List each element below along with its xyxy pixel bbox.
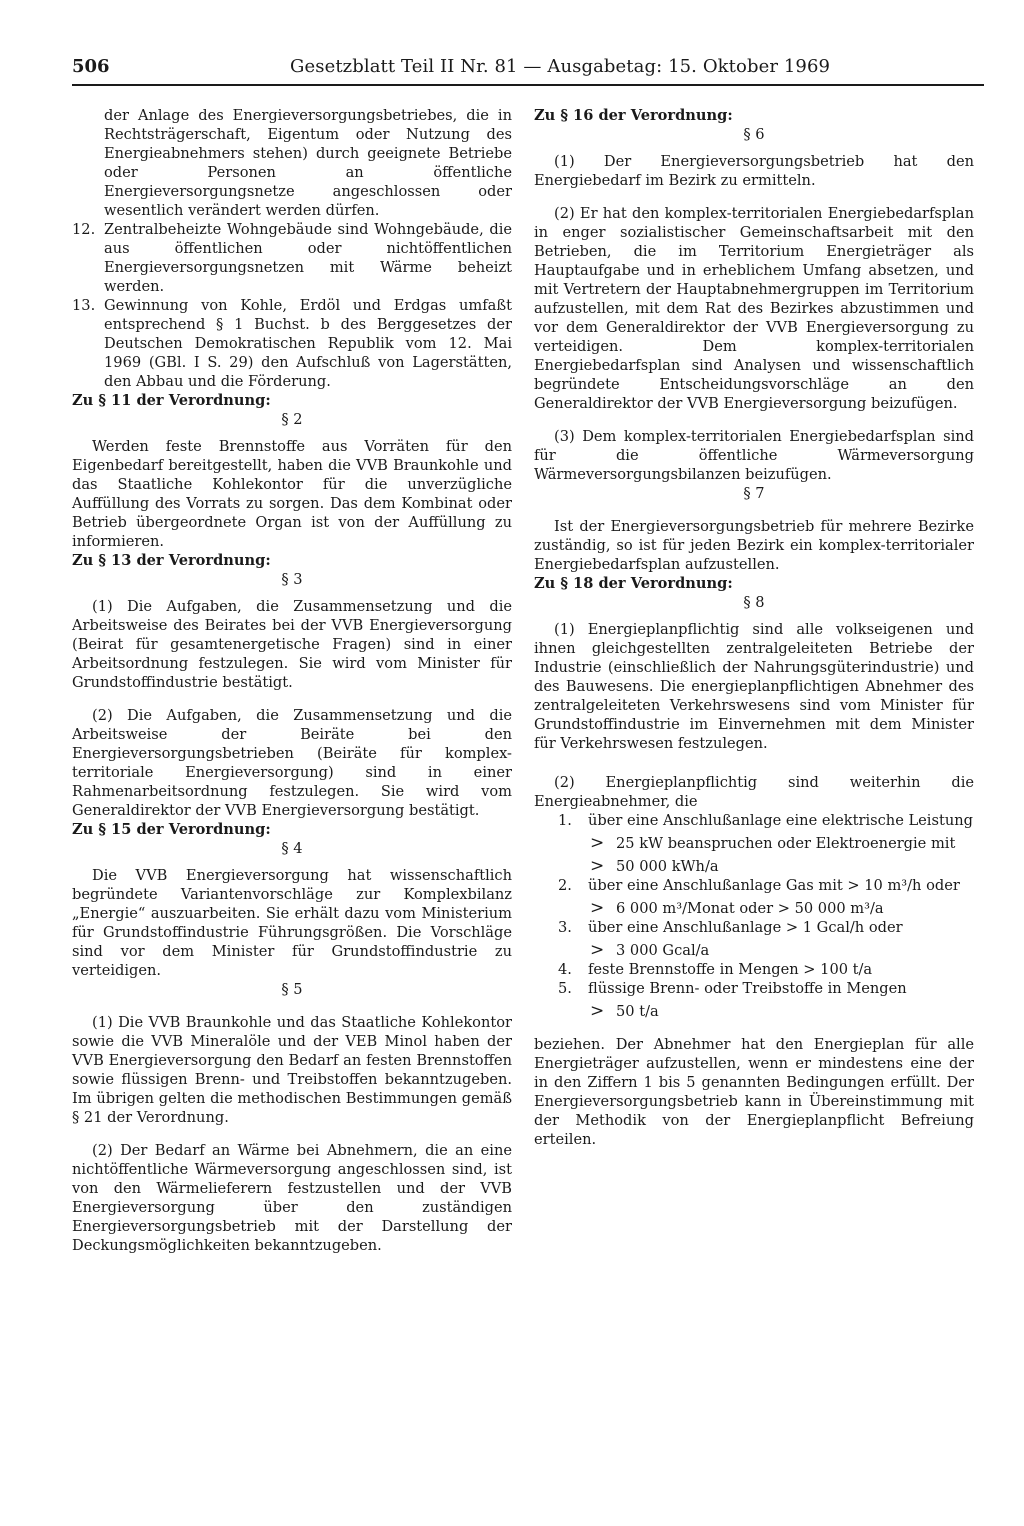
section-heading-16: Zu § 16 der Verordnung: [534,107,733,124]
continued-text: der Anlage des Energieversorgungsbetriebes, die in Rechtsträgerschaft, Eigentum oder Nutzung des Energieabnehmers stehen) durch geeignete Betriebe oder Personen an öffentliche Energieversorgungsnetze angeschlossen oder wesentlich verändert werden dürfen. [104,107,512,219]
condition-text: feste Brennstoffe in Mengen > 100 t/a [588,961,873,978]
condition-threshold [534,857,974,876]
paragraph-8-sub-2: (2) Energieplanpflichtig sind weiterhin die Energieabnehmer, die [534,774,974,810]
definition-item-13 [72,296,512,391]
threshold-text: 50 t/a [616,1003,659,1020]
greater-than-sign: > [590,1001,605,1021]
page-header [72,56,984,86]
condition-threshold [534,899,974,918]
page-number: 506 [72,56,110,77]
paragraph-2-text: Werden feste Brennstoffe aus Vorräten für den Eigenbedarf bereitgestellt, haben die VVB Braunkohle und das Staatliche Kohlekontor für die unverzügliche Auffüllung des Vorrats zu sorgen. Das dem Kombinat oder Betrieb übergeordnete Organ ist von der Auffüllung zu informieren. [72,438,512,550]
greater-than-sign: > [590,940,605,960]
paragraph-7-text: Ist der Energieversorgungsbetrieb für mehrere Bezirke zuständig, so ist für jeden Bezirk ein komplex-territorialer Energiebedarfsplan aufzustellen. [534,518,974,573]
paragraph-6-sub-2: (2) Er hat den komplex-territorialen Energiebedarfsplan in enger sozialistischer Gemeinschaftsarbeit mit den Betrieben, die im Territorium Energieträger als Hauptaufgabe und in erheblichem Umfang absetzen, und mit Vertretern der Hauptabnehmergruppen im Territorium aufzustellen, mit dem Rat des Bezirkes abzustimmen und vor dem Generaldirektor der VVB Energieversorgung zu verteidigen. Dem komplex-territorialen Energiebedarfsplan sind Analysen und wissenschaftlich begründete Entscheidungsvorschläge an den Generaldirektor der VVB Energieversorgung beizufügen. [534,205,974,412]
greater-than-sign: > [590,898,605,918]
section-heading-18: Zu § 18 der Verordnung: [534,575,733,592]
paragraph-8-sub-1: (1) Energieplanpflichtig sind alle volkseigenen und ihnen gleichgestellten zentralgeleiteten Betriebe der Industrie (einschließlich der Nahrungsgüterindustrie) und des Bauwesens. Die energieplanpflichtigen Abnehmer des zentralgeleiteten Verkehrswesens sind vom Minister für Grundstoffindustrie im Einvernehmen mit dem Minister für Verkehrswesen festzulegen. [534,621,974,752]
gazette-title: Gesetzblatt Teil II Nr. 81 — Ausgabetag: 15. Oktober 1969 [290,56,831,77]
condition-item-4 [534,960,974,979]
paragraph-6-sub-1: (1) Der Energieversorgungsbetrieb hat den Energiebedarf im Bezirk zu ermitteln. [534,153,974,189]
item-number: 12. [72,221,96,238]
paragraph-sign-4: § 4 [281,840,303,857]
condition-number: 2. [558,877,572,894]
condition-number: 1. [558,812,572,829]
section-heading-15: Zu § 15 der Verordnung: [72,821,271,838]
threshold-text: 6 000 m³/Monat oder > 50 000 m³/a [616,900,884,917]
condition-item-1 [534,811,974,830]
threshold-text: 3 000 Gcal/a [616,942,710,959]
right-column [534,106,974,1149]
item-number: 13. [72,297,96,314]
threshold-text: 50 000 kWh/a [616,858,719,875]
condition-text: über eine Anschlußanlage eine elektrische Leistung [588,812,973,829]
condition-text: flüssige Brenn- oder Treibstoffe in Mengen [588,980,907,997]
condition-text: über eine Anschlußanlage Gas mit > 10 m³/h oder [588,877,960,894]
paragraph-4-text: Die VVB Energieversorgung hat wissenschaftlich begründete Variantenvorschläge zur Komplexbilanz „Energie“ auszuarbeiten. Sie erhält dazu vom Ministerium für Grundstoffindustrie Führungsgrößen. Die Vorschläge sind vor dem Minister für Grundstoffindustrie zu verteidigen. [72,867,512,979]
paragraph-sign-5: § 5 [281,981,303,998]
paragraph-sign-6: § 6 [743,126,765,143]
condition-item-3 [534,918,974,937]
paragraph-6-sub-3: (3) Dem komplex-territorialen Energiebedarfsplan sind für die öffentliche Wärmeversorgung Wärmeversorgungsbilanzen beizufügen. [534,428,974,483]
condition-threshold [534,834,974,853]
condition-threshold [534,941,974,960]
condition-item-2 [534,876,974,895]
item-text: Zentralbeheizte Wohngebäude sind Wohngebäude, die aus öffentlichen oder nichtöffentlichen Energieversorgungsnetzen mit Wärme beheizt werden. [104,221,512,295]
paragraph-sign-8: § 8 [743,594,765,611]
greater-than-sign: > [590,856,605,876]
section-heading-13: Zu § 13 der Verordnung: [72,552,271,569]
paragraph-5-sub-1: (1) Die VVB Braunkohle und das Staatliche Kohlekontor sowie die VVB Mineralöle und der VEB Minol haben der VVB Energieversorgung den Bedarf an festen Brennstoffen sowie flüssigen Brenn- und Treibstoffen bekanntzugeben. Im übrigen gelten die methodischen Bestimmungen gemäß § 21 der Verordnung. [72,1014,512,1126]
item-text: Gewinnung von Kohle, Erdöl und Erdgas umfaßt entsprechend § 1 Buchst. b des Berggesetzes der Deutschen Demokratischen Republik vom 12. Mai 1969 (GBl. I S. 29) den Aufschluß von Lagerstätten, den Abbau und die Förderung. [104,297,512,390]
definition-item-12 [72,220,512,296]
paragraph-sign-3: § 3 [281,571,303,588]
closing-text: beziehen. Der Abnehmer hat den Energieplan für alle Energieträger aufzustellen, wenn er mindestens eine der in den Ziffern 1 bis 5 genannten Bedingungen erfüllt. Der Energieversorgungsbetrieb kann in Übereinstimmung mit der Methodik von der Energieplanpflicht Befreiung erteilen. [534,1036,974,1148]
paragraph-3-sub-2: (2) Die Aufgaben, die Zusammensetzung und die Arbeitsweise der Beiräte bei den Energieversorgungsbetrieben (Beiräte für komplex-territoriale Energieversorgung) sind in einer Rahmenarbeitsordnung festzulegen. Sie wird vom Generaldirektor der VVB Energieversorgung bestätigt. [72,707,512,819]
section-heading-11: Zu § 11 der Verordnung: [72,392,271,409]
paragraph-5-sub-2: (2) Der Bedarf an Wärme bei Abnehmern, die an eine nichtöffentliche Wärmeversorgung angeschlossen sind, ist von den Wärmelieferern festzustellen und der VVB Energieversorgung über den zuständigen Energieversorgungsbetrieb mit der Darstellung der Deckungsmöglichkeiten bekanntzugeben. [72,1142,512,1254]
condition-number: 5. [558,980,572,997]
left-column [72,106,512,1255]
paragraph-3-sub-1: (1) Die Aufgaben, die Zusammensetzung und die Arbeitsweise des Beirates bei der VVB Energieversorgung (Beirat für gesamtenergetische Fragen) sind in einer Arbeitsordnung festzulegen. Sie wird vom Minister für Grundstoffindustrie bestätigt. [72,598,512,691]
condition-number: 3. [558,919,572,936]
paragraph-sign-7: § 7 [743,485,765,502]
condition-item-5 [534,979,974,998]
greater-than-sign: > [590,833,605,853]
header-rule [72,84,984,86]
threshold-text: 25 kW beanspruchen oder Elektroenergie mit [616,835,956,852]
condition-threshold [534,1002,974,1021]
condition-text: über eine Anschlußanlage > 1 Gcal/h oder [588,919,903,936]
condition-number: 4. [558,961,572,978]
paragraph-sign-2: § 2 [281,411,303,428]
